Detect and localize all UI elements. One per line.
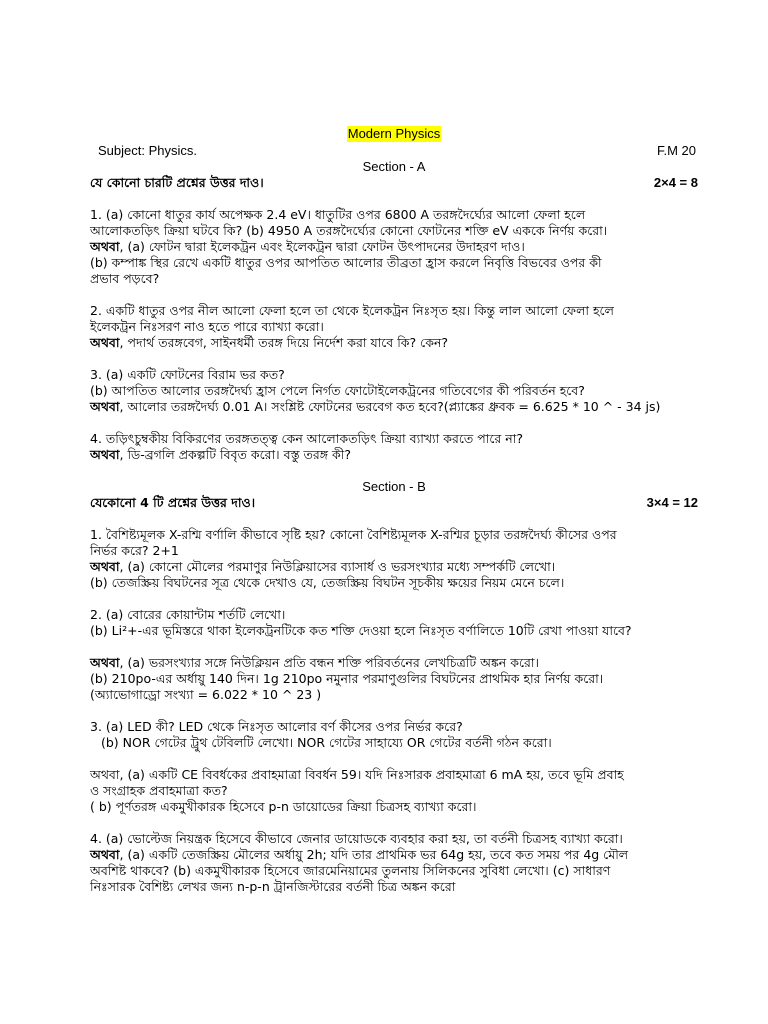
or-line	[90, 559, 698, 575]
full-marks: F.M 20	[656, 143, 696, 158]
or-label: অথবা	[90, 655, 120, 670]
or-text: , (a) ভরসংখ্যার সঙ্গে নিউক্লিয়ন প্রতি বন্ধন শক্তি পরিবর্তনের লেখচিত্রটি অঙ্কন করো।	[119, 655, 539, 670]
or-label: অথবা	[90, 335, 120, 350]
question-line: 4. (a) ভোল্টেজ নিয়ন্ত্রক হিসেবে কীভাবে জেনার ডায়োডকে ব্যবহার করা হয়, তা বর্তনী চিত্রসহ ব্যাখ্যা করো।	[90, 831, 623, 846]
question-line: 4. তড়িৎচুম্বকীয় বিকিরণের তরঙ্গতত্ত্ব কেন আলোকতড়িৎ ক্রিয়া ব্যাখ্যা করতে পারে না?	[90, 431, 523, 446]
or-line	[90, 847, 698, 863]
question-line: (b) তেজস্ক্রিয় বিঘটনের সূত্র থেকে দেখাও যে, তেজস্ক্রিয় বিঘটন সূচকীয় ক্ষয়ের নিয়ম মেনে চলে।	[90, 575, 565, 590]
or-text: , (a) কোনো মৌলের পরমাণুর নিউক্লিয়াসের ব্যাসার্ধ ও ভরসংখ্যার মধ্যে সম্পর্কটি লেখো।	[119, 559, 556, 574]
title-row	[90, 126, 698, 142]
section-a-marks: 2×4 = 8	[653, 175, 698, 190]
question-line: ইলেকট্রন নিঃসরণ নাও হতে পারে ব্যাখ্যা করো।	[90, 319, 324, 334]
or-line	[90, 399, 698, 415]
question-line: 1. বৈশিষ্ট্যমূলক X-রশ্মি বর্ণালি কীভাবে সৃষ্টি হয়? কোনো বৈশিষ্ট্যমূলক X-রশ্মির চূড়ার তরঙ্গদৈর্ঘ্য কীসের ওপর	[90, 527, 617, 542]
or-line: অথবা, (a) একটি CE বিবর্ধকের প্রবাহমাত্রা বিবর্ধন 59। যদি নিঃসারক প্রবাহমাত্রা 6 mA হয়, তবে ভূমি প্রবাহ	[90, 767, 624, 782]
question-line: নিঃসারক বৈশিষ্ট্য লেখর জন্য n-p-n ট্রানজিস্টারের বর্তনী চিত্র অঙ্কন করো	[90, 879, 456, 894]
section-b-question-2	[90, 607, 698, 703]
section-a-question-2	[90, 303, 698, 351]
question-line: (b) আপতিত আলোর তরঙ্গদৈর্ঘ্য হ্রাস পেলে নির্গত ফোটোইলেকট্রনের গতিবেগের কী পরিবর্তন হবে?	[90, 383, 585, 398]
subject-label: Subject: Physics.	[98, 143, 197, 158]
question-line: 2. (a) বোরের কোয়ান্টাম শর্তটি লেখো।	[90, 607, 286, 622]
or-line	[90, 447, 698, 463]
section-b-instruction: যেকোনো 4 টি প্রশ্নের উত্তর দাও।	[90, 495, 256, 510]
or-text: , ডি-ব্রগলি প্রকল্পটি বিবৃত করো। বস্তু তরঙ্গ কী?	[119, 447, 352, 462]
section-a-question-3	[90, 367, 698, 415]
question-paper	[90, 126, 698, 895]
section-a-instruction-row	[90, 175, 698, 191]
or-text: , (a) ফোটন দ্বারা ইলেকট্রন এবং ইলেকট্রন দ্বারা ফোটন উৎপাদনের উদাহরণ দাও।	[119, 239, 525, 254]
question-line: ( b) পূর্ণতরঙ্গ একমুখীকারক হিসেবে p-n ডায়োডের ক্রিয়া চিত্রসহ ব্যাখ্যা করো।	[90, 799, 477, 814]
question-line: (b) 210po-এর অর্ধায়ু 140 দিন। 1g 210po নমুনার পরমাণুগুলির বিঘটনের প্রাথমিক হার নির্ণয় করো।	[90, 671, 604, 686]
section-b-heading: Section - B	[362, 479, 426, 494]
section-a-question-1	[90, 207, 698, 287]
or-label: অথবা	[90, 399, 120, 414]
question-line: 1. (a) কোনো ধাতুর কার্য অপেক্ষক 2.4 eV। ধাতুটির ওপর 6800 A তরঙ্গদৈর্ঘ্যের আলো ফেলা হলে	[90, 207, 586, 222]
or-text: , (a) একটি তেজস্ক্রিয় মৌলের অর্ধায়ু 2h; যদি তার প্রাথমিক ভর 64g হয়, তবে কত সময় পর 4g মৌল	[119, 847, 629, 862]
or-label: অথবা	[90, 847, 120, 862]
question-line: (b) Li²+-এর ভূমিস্তরে থাকা ইলেকট্রনটিকে কত শক্তি দেওয়া হলে নিঃসৃত বর্ণালিতে 10টি রেখা পাওয়া যাবে?	[90, 623, 632, 638]
section-b-question-4	[90, 831, 698, 895]
section-b-question-1	[90, 527, 698, 591]
question-line: অবশিষ্ট থাকবে? (b) একমুখীকারক হিসেবে জারমেনিয়ামের তুলনায় সিলিকনের সুবিধা লেখো। (c) সাধারণ	[90, 863, 611, 878]
question-line: প্রভাব পড়বে?	[90, 271, 160, 286]
or-line	[90, 335, 698, 351]
section-b-instruction-row	[90, 495, 698, 511]
subject-row	[90, 143, 698, 159]
paper-title: Modern Physics	[347, 126, 441, 141]
question-line: 3. (a) একটি ফোটনের বিরাম ভর কত?	[90, 367, 285, 382]
or-line	[90, 239, 698, 255]
section-a-heading: Section - A	[362, 159, 426, 174]
or-label: অথবা	[90, 447, 120, 462]
question-line: ও সংগ্রাহক প্রবাহমাত্রা কত?	[90, 783, 228, 798]
section-a-question-4	[90, 431, 698, 463]
section-a-instruction: যে কোনো চারটি প্রশ্নের উত্তর দাও।	[90, 175, 264, 190]
or-text: , আলোর তরঙ্গদৈর্ঘ্য 0.01 A। সংশ্লিষ্ট ফোটনের ভরবেগ কত হবে?(প্ল্যাঙ্কের ধ্রুবক = 6.625 * 10 ^ - 34 js)	[119, 399, 661, 414]
question-line: (b) NOR গেটের ট্রুথ টেবিলটি লেখো। NOR গেটের সাহায্যে OR গেটের বর্তনী গঠন করো।	[101, 735, 552, 750]
or-label: অথবা	[90, 559, 120, 574]
question-line: (অ্যাভোগাড্রো সংখ্যা = 6.022 * 10 ^ 23 )	[90, 687, 322, 702]
question-line: আলোকতড়িৎ ক্রিয়া ঘটবে কি? (b) 4950 A তরঙ্গদৈর্ঘ্যের কোনো ফোটনের শক্তি eV এককে নির্ণয় করো।	[90, 223, 608, 238]
section-b-marks: 3×4 = 12	[646, 495, 698, 510]
or-text: , পদার্থ তরঙ্গবেগ, সাইনধর্মী তরঙ্গ দিয়ে নির্দেশ করা যাবে কি? কেন?	[119, 335, 449, 350]
question-line: নির্ভর করে? 2+1	[90, 543, 179, 558]
question-line: 2. একটি ধাতুর ওপর নীল আলো ফেলা হলে তা থেকে ইলেকট্রন নিঃসৃত হয়। কিন্তু লাল আলো ফেলা হলে	[90, 303, 614, 318]
question-line: (b) কম্পাঙ্ক স্থির রেখে একটি ধাতুর ওপর আপতিত আলোর তীব্রতা হ্রাস করলে নিবৃত্তি বিভবের ওপর কী	[90, 255, 602, 270]
section-b-question-3	[90, 719, 698, 815]
or-line	[90, 655, 698, 671]
question-line: 3. (a) LED কী? LED থেকে নিঃসৃত আলোর বর্ণ কীসের ওপর নির্ভর করে?	[90, 719, 463, 734]
or-label: অথবা	[90, 239, 120, 254]
